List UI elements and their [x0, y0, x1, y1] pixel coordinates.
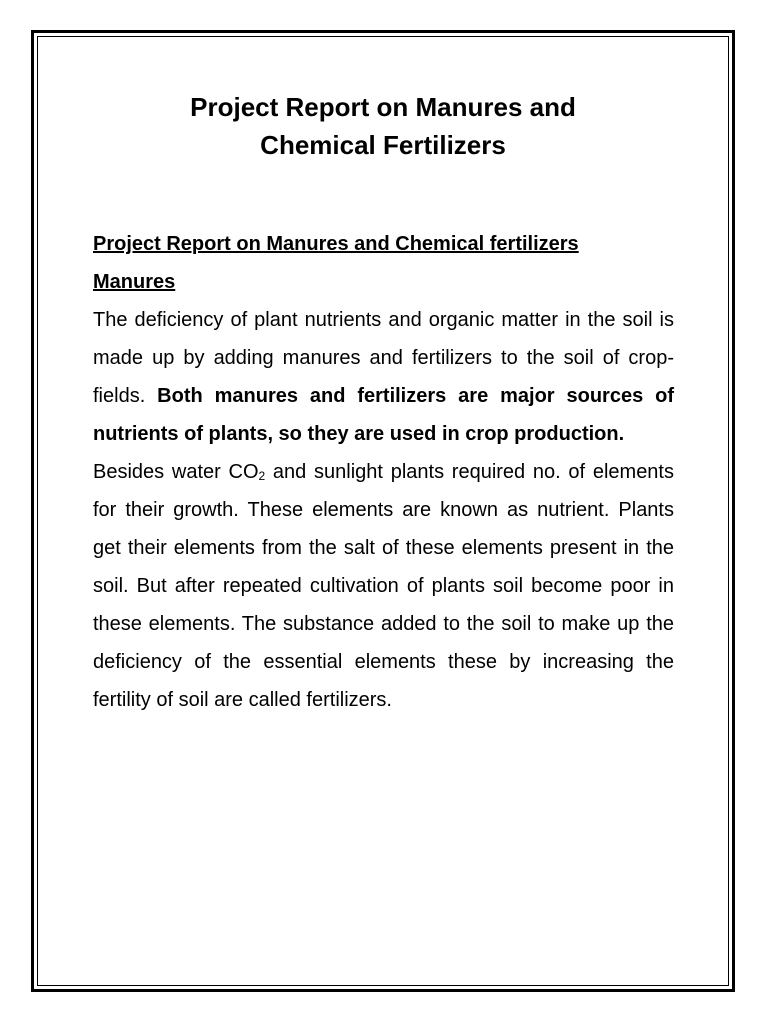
section-heading: Project Report on Manures and Chemical fertilizers: [93, 233, 579, 255]
subheading-manures: Manures: [93, 271, 176, 293]
document-title: [93, 88, 673, 164]
paragraph-2-text-rest: and sunlight plants required no. of elements for their growth. These elements are known as nutrient. Plants get their elements from the salt of these elements present in the soil. But after repeated cultivation of plants soil become poor in these elements. The substance added to the soil to make up the deficiency of the essential elements these by increasing the fertility of soil are called fertilizers.: [93, 461, 674, 711]
document-body: [93, 225, 674, 719]
co2-subscript: 2: [258, 469, 266, 483]
paragraph-2: [93, 453, 674, 719]
document-title-line-2: Chemical Fertilizers: [260, 130, 506, 160]
paragraph-1-bold-text: Both manures and fertilizers are major sources of nutrients of plants, so they are used in crop production.: [93, 385, 674, 445]
paragraph-2-text-start: Besides water CO: [93, 461, 259, 483]
document-title-line-1: Project Report on Manures and: [190, 92, 576, 122]
paragraph-1-text: The deficiency of plant nutrients and organic matter in the soil is made up by adding manures and fertilizers to the soil of crop-fields.: [93, 309, 674, 407]
paragraph-1: [93, 301, 674, 453]
